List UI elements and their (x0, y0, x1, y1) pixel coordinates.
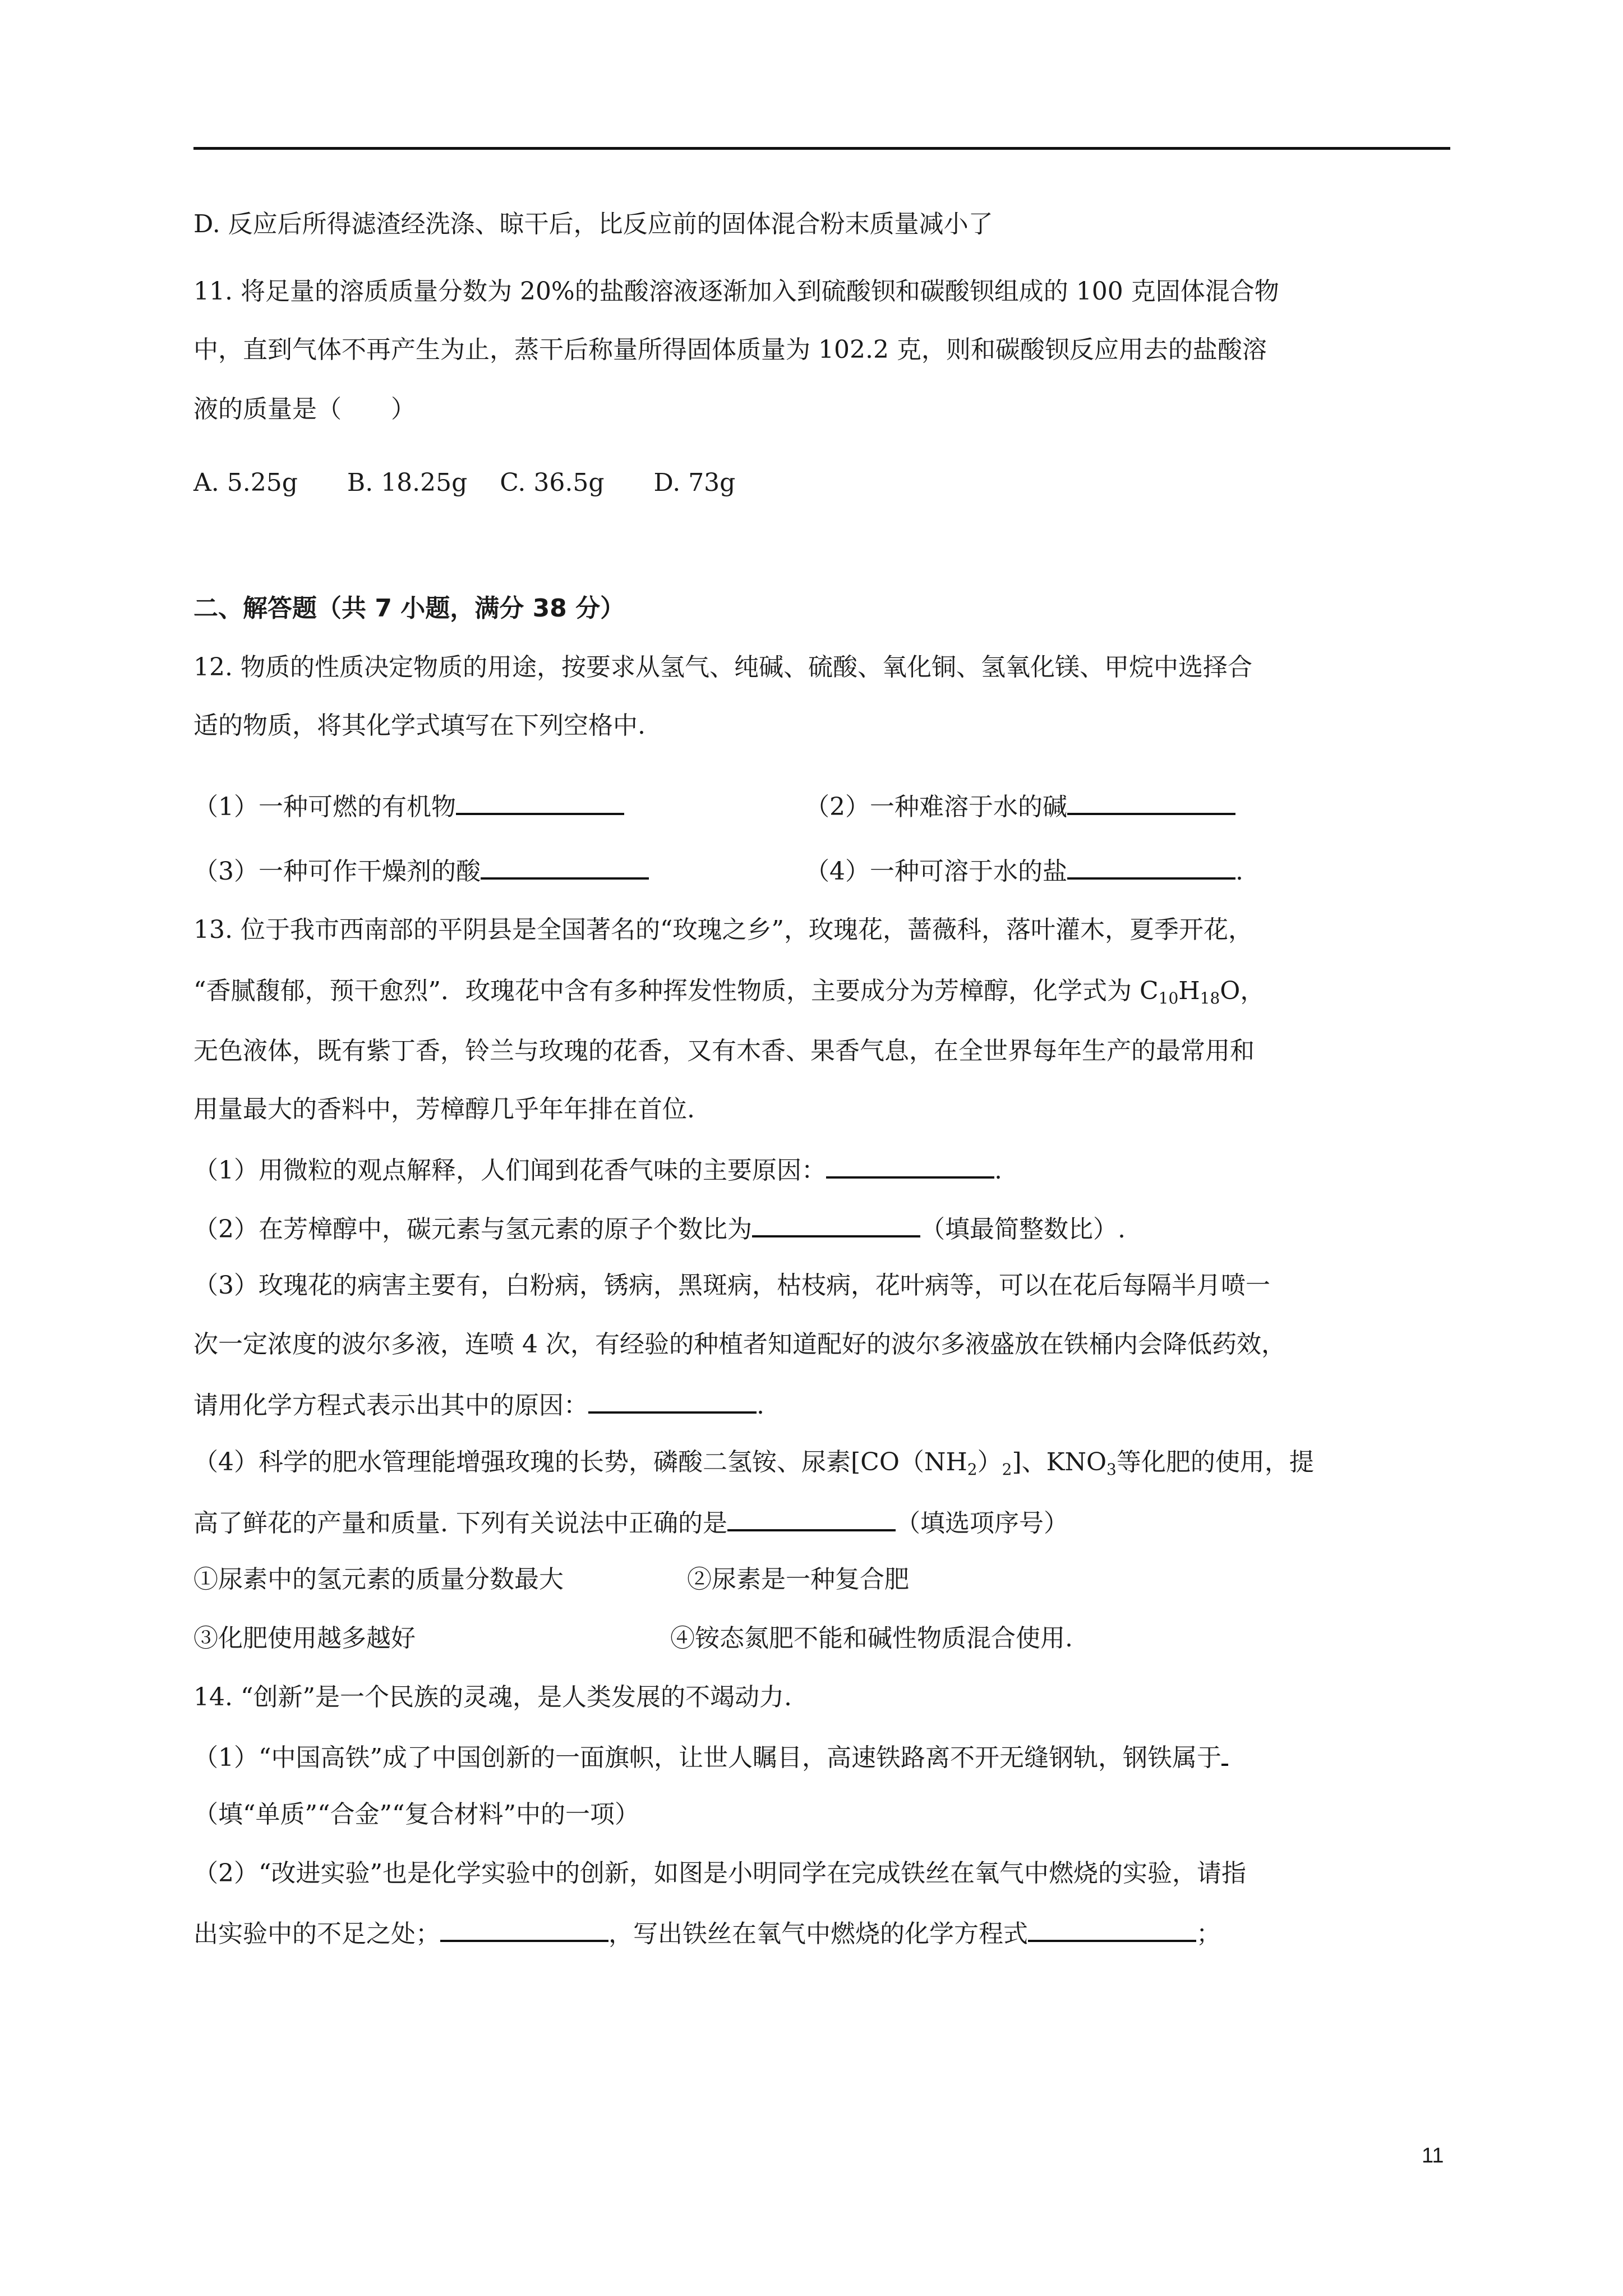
answer-blank (588, 1387, 757, 1414)
q13-option-3: ③化肥使用越多越好 (193, 1624, 416, 1653)
q13-option-2: ②尿素是一种复合肥 (687, 1565, 909, 1594)
answer-blank (826, 1152, 994, 1179)
answer-blank (1028, 1915, 1196, 1942)
q12-line-1: 12. 物质的性质决定物质的用途，按要求从氢气、纯碱、硫酸、氧化铜、氢氧化镁、甲烷中选择合 (193, 653, 1252, 682)
q13-part-1: （1）用微粒的观点解释，人们闻到花香气味的主要原因： . (193, 1152, 1002, 1188)
q13-part-3-line-3: 请用化学方程式表示出其中的原因： . (193, 1387, 764, 1423)
q14-line-1: 14. “创新”是一个民族的灵魂，是人类发展的不竭动力. (193, 1683, 792, 1711)
q11-line-1: 11. 将足量的溶质质量分数为 20%的盐酸溶液逐渐加入到硫酸钡和碳酸钡组成的 100 克固体混合物 (193, 277, 1279, 306)
q13-part-3-line-1: （3）玫瑰花的病害主要有，白粉病，锈病，黑斑病，枯枝病，花叶病等，可以在花后每隔半月喷一 (193, 1271, 1270, 1300)
answer-blank (440, 1915, 608, 1942)
q12-part-2: （2）一种难溶于水的碱 (805, 788, 1235, 824)
header-rule (193, 147, 1450, 150)
q11-line-3: 液的质量是（ ） (193, 395, 416, 424)
q13-line-1: 13. 位于我市西南部的平阴县是全国著名的“玫瑰之乡”，玫瑰花，蔷薇科，落叶灌木，夏季开花， (193, 915, 1253, 944)
q12-part-3: （3）一种可作干燥剂的酸 (193, 853, 649, 889)
q13-line-2: “香腻馥郁，预干愈烈”．玫瑰花中含有多种挥发性物质，主要成分为芳樟醇，化学式为 $C_{10}H_{18}O$， (193, 977, 1265, 1007)
q14-part-1-line-1: （1）“中国高铁”成了中国创新的一面旗帜，让世人瞩目，高速铁路离不开无缝钢轨，钢铁属于 (193, 1739, 1228, 1775)
q13-option-4: ④铵态氮肥不能和碱性物质混合使用. (670, 1624, 1073, 1653)
answer-blank (1067, 788, 1235, 815)
section-heading: 二、解答题（共 7 小题，满分 38 分） (193, 594, 625, 623)
q11-line-2: 中，直到气体不再产生为止，蒸干后称量所得固体质量为 102.2 克，则和碳酸钡反应用去的盐酸溶 (193, 335, 1267, 364)
q11-options: A. 5.25g B. 18.25g C. 36.5g D. 73g (193, 468, 736, 497)
q14-part-1-line-2: （填“单质”“合金”“复合材料”中的一项） (193, 1800, 639, 1829)
q13-line-4: 用量最大的香料中，芳樟醇几乎年年排在首位. (193, 1095, 695, 1124)
answer-blank (752, 1211, 920, 1237)
answer-blank (1067, 853, 1235, 880)
q12-part-4: （4）一种可溶于水的盐 . (805, 853, 1243, 889)
q14-part-2-line-2: 出实验中的不足之处； ，写出铁丝在氧气中燃烧的化学方程式 ； (193, 1915, 1221, 1951)
answer-blank (1221, 1739, 1228, 1766)
q12-line-2: 适的物质，将其化学式填写在下列空格中. (193, 711, 645, 740)
answer-blank (481, 853, 649, 880)
q13-option-1: ①尿素中的氢元素的质量分数最大 (193, 1565, 564, 1594)
q13-part-4-line-2: 高了鲜花的产量和质量. 下列有关说法中正确的是 （填选项序号） (193, 1504, 1068, 1540)
answer-blank (456, 788, 624, 815)
q14-part-2-line-1: （2）“改进实验”也是化学实验中的创新，如图是小明同学在完成铁丝在氧气中燃烧的实验，请指 (193, 1859, 1246, 1888)
q13-part-2: （2）在芳樟醇中，碳元素与氢元素的原子个数比为 （填最简整数比）. (193, 1211, 1126, 1246)
q13-part-3-line-2: 次一定浓度的波尔多液，连喷 4 次，有经验的种植者知道配好的波尔多液盛放在铁桶内会降低药效， (193, 1330, 1286, 1359)
q13-line-3: 无色液体，既有紫丁香，铃兰与玫瑰的花香，又有木香、果香气息，在全世界每年生产的最常用和 (193, 1037, 1255, 1065)
page-number: 11 (1422, 2144, 1444, 2168)
answer-blank (727, 1504, 896, 1531)
q13-part-4-line-1: （4）科学的肥水管理能增强玫瑰的长势，磷酸二氢铵、尿素$[CO(NH_2)_2]$、$KNO_3$等化肥的使用，提 (193, 1448, 1314, 1479)
option-d-line: D. 反应后所得滤渣经洗涤、晾干后，比反应前的固体混合粉末质量减小了 (193, 210, 993, 238)
q12-part-1: （1）一种可燃的有机物 (193, 788, 624, 824)
